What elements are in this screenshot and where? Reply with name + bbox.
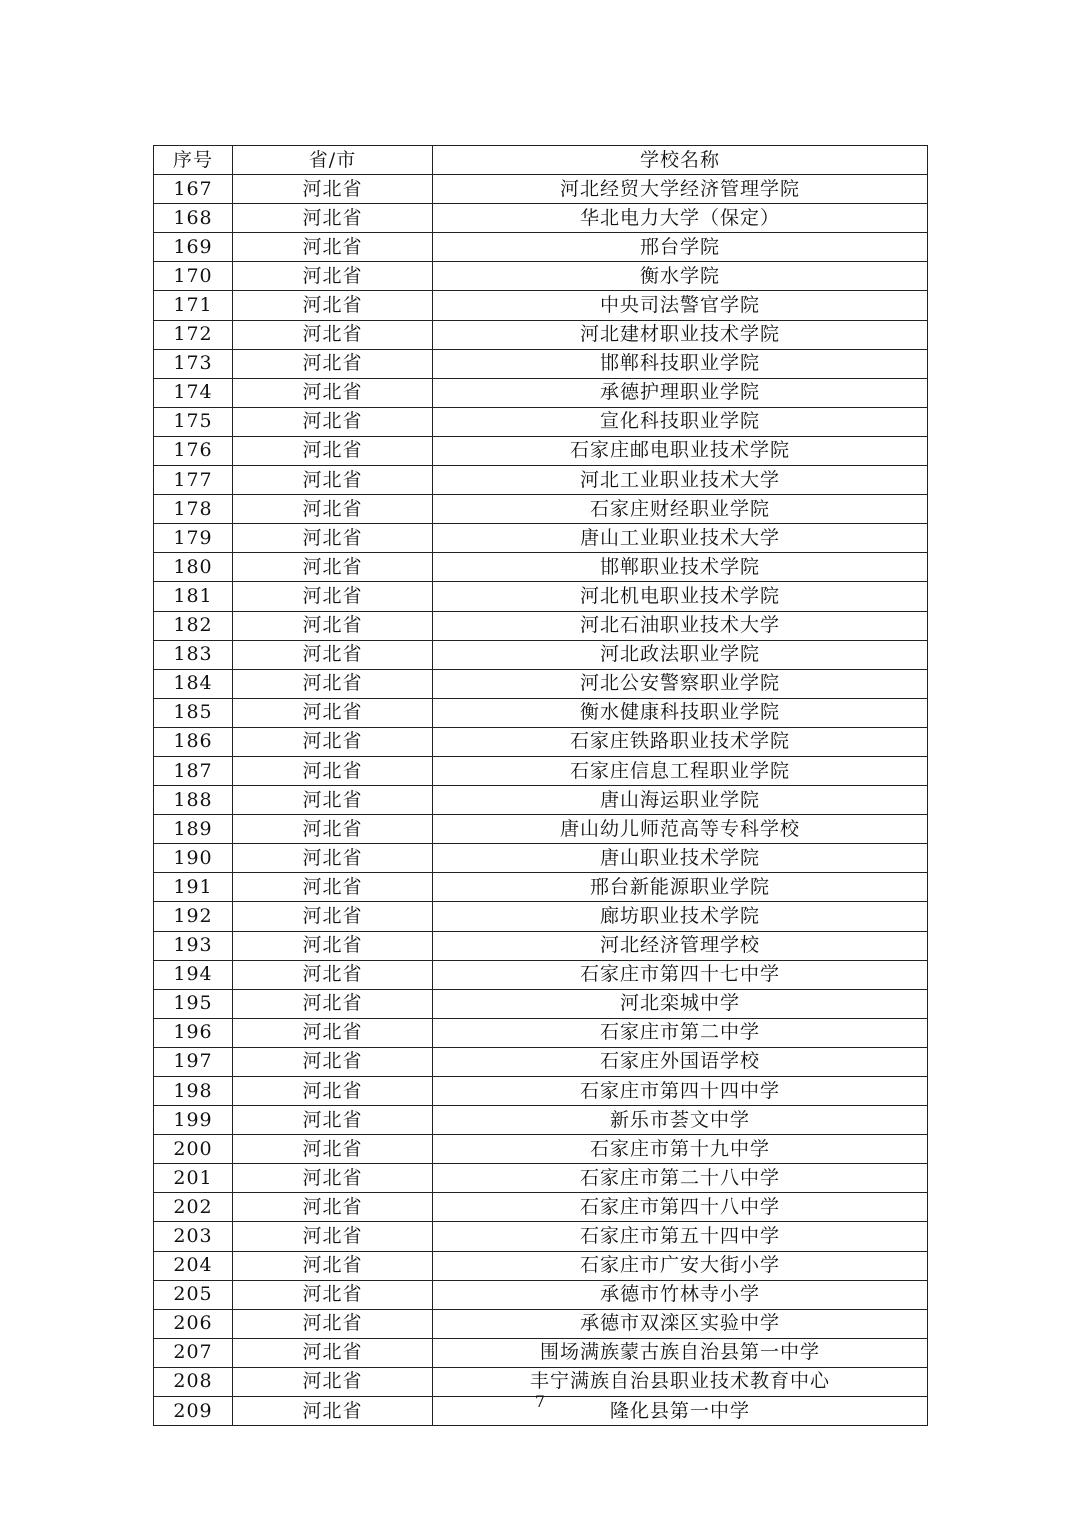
cell-serial-number: 188 [154, 786, 233, 815]
cell-province: 河北省 [233, 1106, 433, 1135]
schools-table [153, 145, 928, 1426]
cell-school-name: 石家庄市第四十四中学 [433, 1077, 928, 1106]
table-row [154, 436, 928, 465]
cell-serial-number: 208 [154, 1367, 233, 1396]
table-row [154, 175, 928, 204]
cell-serial-number: 202 [154, 1193, 233, 1222]
table-row [154, 466, 928, 495]
cell-school-name: 中央司法警官学院 [433, 291, 928, 320]
cell-province: 河北省 [233, 1018, 433, 1047]
cell-school-name: 衡水学院 [433, 262, 928, 291]
cell-serial-number: 168 [154, 204, 233, 233]
cell-school-name: 邢台学院 [433, 233, 928, 262]
page-number: 7 [534, 1392, 546, 1411]
cell-serial-number: 200 [154, 1135, 233, 1164]
table-row [154, 1309, 928, 1338]
cell-school-name: 石家庄市第二中学 [433, 1018, 928, 1047]
cell-school-name: 衡水健康科技职业学院 [433, 698, 928, 727]
cell-serial-number: 173 [154, 349, 233, 378]
table-row [154, 815, 928, 844]
cell-province: 河北省 [233, 262, 433, 291]
table-row [154, 960, 928, 989]
cell-serial-number: 193 [154, 931, 233, 960]
cell-province: 河北省 [233, 553, 433, 582]
cell-serial-number: 176 [154, 436, 233, 465]
table-row [154, 204, 928, 233]
cell-serial-number: 181 [154, 582, 233, 611]
cell-province: 河北省 [233, 640, 433, 669]
table-row [154, 349, 928, 378]
cell-serial-number: 178 [154, 495, 233, 524]
table-row [154, 902, 928, 931]
cell-serial-number: 185 [154, 698, 233, 727]
cell-province: 河北省 [233, 466, 433, 495]
cell-province: 河北省 [233, 233, 433, 262]
cell-school-name: 唐山职业技术学院 [433, 844, 928, 873]
table-header [154, 146, 928, 175]
cell-serial-number: 182 [154, 611, 233, 640]
table-row [154, 1018, 928, 1047]
cell-serial-number: 201 [154, 1164, 233, 1193]
table-row [154, 582, 928, 611]
cell-province: 河北省 [233, 786, 433, 815]
table-body [154, 175, 928, 1426]
cell-school-name: 河北工业职业技术大学 [433, 466, 928, 495]
table-row [154, 1280, 928, 1309]
cell-serial-number: 179 [154, 524, 233, 553]
cell-school-name: 承德市双滦区实验中学 [433, 1309, 928, 1338]
cell-school-name: 隆化县第一中学 [433, 1397, 928, 1426]
cell-serial-number: 194 [154, 960, 233, 989]
cell-school-name: 河北机电职业技术学院 [433, 582, 928, 611]
header-school-name: 学校名称 [433, 146, 928, 175]
cell-school-name: 石家庄外国语学校 [433, 1047, 928, 1076]
cell-school-name: 邯郸职业技术学院 [433, 553, 928, 582]
cell-school-name: 石家庄市第二十八中学 [433, 1164, 928, 1193]
table-row [154, 407, 928, 436]
cell-school-name: 石家庄市第四十八中学 [433, 1193, 928, 1222]
table-row [154, 291, 928, 320]
cell-school-name: 河北经贸大学经济管理学院 [433, 175, 928, 204]
cell-serial-number: 170 [154, 262, 233, 291]
cell-school-name: 唐山工业职业技术大学 [433, 524, 928, 553]
cell-school-name: 丰宁满族自治县职业技术教育中心 [433, 1367, 928, 1396]
cell-serial-number: 169 [154, 233, 233, 262]
cell-serial-number: 189 [154, 815, 233, 844]
table-row [154, 698, 928, 727]
table-row [154, 873, 928, 902]
cell-serial-number: 196 [154, 1018, 233, 1047]
cell-province: 河北省 [233, 175, 433, 204]
cell-school-name: 石家庄信息工程职业学院 [433, 756, 928, 785]
table-row [154, 1077, 928, 1106]
cell-serial-number: 192 [154, 902, 233, 931]
cell-province: 河北省 [233, 349, 433, 378]
cell-school-name: 石家庄市第十九中学 [433, 1135, 928, 1164]
cell-school-name: 唐山海运职业学院 [433, 786, 928, 815]
table-row [154, 611, 928, 640]
table-row [154, 1135, 928, 1164]
cell-school-name: 石家庄财经职业学院 [433, 495, 928, 524]
cell-serial-number: 191 [154, 873, 233, 902]
cell-school-name: 华北电力大学（保定） [433, 204, 928, 233]
cell-province: 河北省 [233, 669, 433, 698]
cell-province: 河北省 [233, 1135, 433, 1164]
cell-province: 河北省 [233, 320, 433, 349]
cell-serial-number: 187 [154, 756, 233, 785]
table-row [154, 844, 928, 873]
cell-province: 河北省 [233, 989, 433, 1018]
cell-province: 河北省 [233, 902, 433, 931]
cell-serial-number: 183 [154, 640, 233, 669]
table-row [154, 1164, 928, 1193]
cell-province: 河北省 [233, 960, 433, 989]
table-row [154, 378, 928, 407]
cell-school-name: 唐山幼儿师范高等专科学校 [433, 815, 928, 844]
header-serial-number: 序号 [154, 146, 233, 175]
cell-serial-number: 197 [154, 1047, 233, 1076]
cell-school-name: 河北栾城中学 [433, 989, 928, 1018]
cell-school-name: 承德市竹林寺小学 [433, 1280, 928, 1309]
cell-province: 河北省 [233, 611, 433, 640]
cell-serial-number: 175 [154, 407, 233, 436]
cell-province: 河北省 [233, 1222, 433, 1251]
table-row [154, 1106, 928, 1135]
cell-province: 河北省 [233, 1309, 433, 1338]
cell-serial-number: 199 [154, 1106, 233, 1135]
table-row [154, 233, 928, 262]
cell-school-name: 围场满族蒙古族自治县第一中学 [433, 1338, 928, 1367]
cell-serial-number: 167 [154, 175, 233, 204]
cell-province: 河北省 [233, 873, 433, 902]
cell-school-name: 河北经济管理学校 [433, 931, 928, 960]
cell-school-name: 河北石油职业技术大学 [433, 611, 928, 640]
cell-province: 河北省 [233, 378, 433, 407]
cell-serial-number: 171 [154, 291, 233, 320]
table-row [154, 553, 928, 582]
cell-serial-number: 174 [154, 378, 233, 407]
cell-serial-number: 207 [154, 1338, 233, 1367]
cell-province: 河北省 [233, 1397, 433, 1426]
table-row [154, 495, 928, 524]
table-row [154, 727, 928, 756]
cell-serial-number: 190 [154, 844, 233, 873]
cell-school-name: 河北政法职业学院 [433, 640, 928, 669]
cell-province: 河北省 [233, 844, 433, 873]
cell-serial-number: 206 [154, 1309, 233, 1338]
cell-province: 河北省 [233, 756, 433, 785]
cell-school-name: 新乐市荟文中学 [433, 1106, 928, 1135]
cell-serial-number: 186 [154, 727, 233, 756]
table-row [154, 1251, 928, 1280]
cell-province: 河北省 [233, 698, 433, 727]
cell-serial-number: 180 [154, 553, 233, 582]
cell-serial-number: 195 [154, 989, 233, 1018]
cell-province: 河北省 [233, 1193, 433, 1222]
cell-province: 河北省 [233, 582, 433, 611]
table-row [154, 640, 928, 669]
table-row [154, 524, 928, 553]
cell-serial-number: 198 [154, 1077, 233, 1106]
cell-serial-number: 209 [154, 1397, 233, 1426]
cell-school-name: 宣化科技职业学院 [433, 407, 928, 436]
table-row [154, 1338, 928, 1367]
cell-school-name: 石家庄邮电职业技术学院 [433, 436, 928, 465]
cell-province: 河北省 [233, 1338, 433, 1367]
cell-school-name: 石家庄市第五十四中学 [433, 1222, 928, 1251]
cell-school-name: 河北建材职业技术学院 [433, 320, 928, 349]
cell-province: 河北省 [233, 436, 433, 465]
table-row [154, 262, 928, 291]
cell-province: 河北省 [233, 407, 433, 436]
cell-school-name: 廊坊职业技术学院 [433, 902, 928, 931]
table-row [154, 756, 928, 785]
table-row [154, 989, 928, 1018]
table-row [154, 1047, 928, 1076]
cell-school-name: 邢台新能源职业学院 [433, 873, 928, 902]
cell-province: 河北省 [233, 1280, 433, 1309]
table-row [154, 1193, 928, 1222]
cell-province: 河北省 [233, 1164, 433, 1193]
table-row [154, 931, 928, 960]
cell-province: 河北省 [233, 204, 433, 233]
cell-province: 河北省 [233, 495, 433, 524]
table-row [154, 669, 928, 698]
table-row [154, 320, 928, 349]
cell-province: 河北省 [233, 1251, 433, 1280]
cell-province: 河北省 [233, 931, 433, 960]
cell-school-name: 石家庄市第四十七中学 [433, 960, 928, 989]
cell-school-name: 石家庄铁路职业技术学院 [433, 727, 928, 756]
cell-province: 河北省 [233, 1367, 433, 1396]
cell-serial-number: 184 [154, 669, 233, 698]
cell-province: 河北省 [233, 1047, 433, 1076]
cell-school-name: 石家庄市广安大街小学 [433, 1251, 928, 1280]
header-province-city: 省/市 [233, 146, 433, 175]
cell-serial-number: 203 [154, 1222, 233, 1251]
table-row [154, 786, 928, 815]
cell-serial-number: 172 [154, 320, 233, 349]
cell-province: 河北省 [233, 524, 433, 553]
cell-serial-number: 177 [154, 466, 233, 495]
cell-province: 河北省 [233, 727, 433, 756]
cell-serial-number: 204 [154, 1251, 233, 1280]
cell-serial-number: 205 [154, 1280, 233, 1309]
cell-province: 河北省 [233, 1077, 433, 1106]
table-header-row [154, 146, 928, 175]
cell-school-name: 河北公安警察职业学院 [433, 669, 928, 698]
cell-province: 河北省 [233, 815, 433, 844]
cell-province: 河北省 [233, 291, 433, 320]
cell-school-name: 邯郸科技职业学院 [433, 349, 928, 378]
table-row [154, 1222, 928, 1251]
cell-school-name: 承德护理职业学院 [433, 378, 928, 407]
